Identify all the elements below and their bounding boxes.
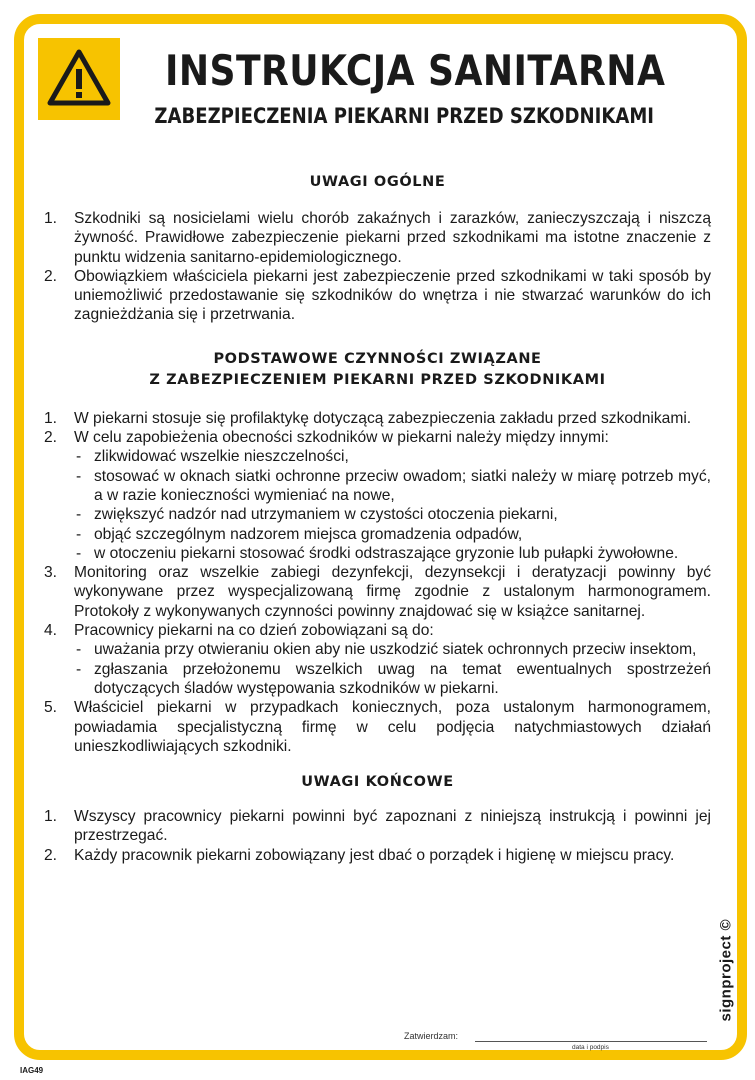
list-item: 3. Monitoring oraz wszelkie zabiegi dezynfekcji, dezynsekcji i deratyzacji powinny być wykonywane przez wyspecjalizowaną firmę zgodnie z ustalonym harmonogramem. Protokoły z wykonywanych czynności powinny znajdować się w książce sanitarnej. <box>44 564 711 620</box>
list-item: 2. Każdy pracownik piekarni zobowiązany jest dbać o porządek i higienę w miejscu pracy. <box>44 846 675 864</box>
dash-item: - stosować w oknach siatki ochronne przeciw owadom; siatki należy w miarę potrzeb myć, a w razie konieczności wymieniać na nowe, <box>76 467 711 504</box>
list-item: 1. W piekarni stosuje się profilaktykę dotyczącą zabezpieczenia zakładu przed szkodnikami. <box>44 409 692 427</box>
list-item: 1. Szkodniki są nosicielami wielu chorób zakaźnych i zarazków, zanieczyszczają i niszczą żywność. Prawidłowe zabezpieczenie piekarni przed szkodnikami ma istotne znaczenie z punktu widzenia sanitarno-epidemiologicznego. <box>44 210 711 266</box>
section-heading-general: UWAGI OGÓLNE <box>309 174 446 190</box>
page-subtitle: ZABEZPIECZENIA PIEKARNI PRZED SZKODNIKAMI <box>154 104 655 128</box>
approve-sublabel: data i podpis <box>572 1044 609 1051</box>
item-text: Monitoring oraz wszelkie zabiegi dezynfekcji, dezynsekcji i deratyzacji powinny być wykonywane przez wyspecjalizowaną firmę zgodnie z ustalonym harmonogramem. Protokoły z wykonywanych czynności powinny znajdować się w książce sanitarnej. <box>74 564 711 620</box>
brand-logo: signproject © <box>717 918 735 1022</box>
signature-line <box>475 1041 707 1042</box>
item-text: Każdy pracownik piekarni zobowiązany jest dbać o porządek i higienę w miejscu pracy. <box>74 846 675 864</box>
section-heading-final: UWAGI KOŃCOWE <box>301 774 454 791</box>
approve-label: Zatwierdzam: <box>404 1031 459 1041</box>
list-item: 2. W celu zapobieżenia obecności szkodników w piekarni należy między innymi: - zlikwidować wszelkie nieszczelności, - stosować w oknach siatki ochronne przeciw owadom; siatki należy w miarę potrzeb myć, a w razie konieczności wymieniać na nowe, - zwiększyć nadzór nad utrzymaniem w czystości otoczenia piekarni, - objąć szczególnym nadzorem miejsca gromadzenia odpadów, - w otoczeniu piekarni stosować środki odstraszające gryzonie lub pułapki żywołowne. <box>44 429 711 562</box>
item-text: Właściciel piekarni w przypadkach koniecznych, poza ustalonym harmonogramem, powiadamia specjalistyczną firmę w celu podjęcia natychmiastowych działań unieszkodliwiających szkodniki. <box>74 699 711 755</box>
list-item: 4. Pracownicy piekarni na co dzień zobowiązani są do: - uważania przy otwieraniu okien aby nie uszkodzić siatek ochronnych przeciw insektom, - zgłaszania przełożonemu wszelkich uwag na temat ewentualnych spostrzeżeń dotyczących śladów występowania szkodników w piekarni. <box>44 622 711 697</box>
item-text: W celu zapobieżenia obecności szkodników w piekarni należy między innymi: <box>74 429 609 447</box>
dash-item: - w otoczeniu piekarni stosować środki odstraszające gryzonie lub pułapki żywołowne. <box>76 544 679 562</box>
item-text: Pracownicy piekarni na co dzień zobowiązani są do: <box>74 622 434 640</box>
product-code: IAG49 <box>20 1066 44 1075</box>
item-text: Szkodniki są nosicielami wielu chorób zakaźnych i zarazków, zanieczyszczają i niszczą żywność. Prawidłowe zabezpieczenie piekarni przed szkodnikami ma istotne znaczenie z punktu widzenia sanitarno-epidemiologicznego. <box>74 210 711 266</box>
general-list <box>44 209 711 325</box>
instruction-content <box>44 172 711 865</box>
dash-list <box>74 447 711 563</box>
item-text: W piekarni stosuje się profilaktykę dotyczącą zabezpieczenia zakładu przed szkodnikami. <box>74 409 692 427</box>
dash-item: - zgłaszania przełożonemu wszelkich uwag na temat ewentualnych spostrzeżeń dotyczących śladów występowania szkodników w piekarni. <box>76 660 711 697</box>
final-list <box>44 807 711 865</box>
list-item: 1. Wszyscy pracownicy piekarni powinni być zapoznani z niniejszą instrukcją i powinni jej przestrzegać. <box>44 808 711 845</box>
basic-list <box>44 409 711 756</box>
page-title: INSTRUKCJA SANITARNA <box>165 46 666 95</box>
warning-sign <box>38 38 120 120</box>
dash-item: - zwiększyć nadzór nad utrzymaniem w czystości otoczenia piekarni, <box>76 506 558 524</box>
warning-triangle-icon <box>46 47 112 109</box>
dash-item: - zlikwidować wszelkie nieszczelności, <box>76 448 349 466</box>
item-text: Wszyscy pracownicy piekarni powinni być zapoznani z niniejszą instrukcją i powinni jej przestrzegać. <box>74 808 711 845</box>
section-heading-basic: PODSTAWOWE CZYNNOŚCI ZWIĄZANE Z ZABEZPIECZENIEM PIEKARNI PRZED SZKODNIKAMI <box>149 350 606 388</box>
dash-list <box>74 640 711 698</box>
item-text: Obowiązkiem właściciela piekarni jest zabezpieczenie przed szkodnikami w taki sposób by uniemożliwić przedostawanie się szkodników do wnętrza i nie stwarzać warunków do ich zagnieżdżania się i przetrwania. <box>74 267 711 324</box>
dash-item: - uważania przy otwieraniu okien aby nie uszkodzić siatek ochronnych przeciw insektom, <box>76 641 697 659</box>
dash-item: - objąć szczególnym nadzorem miejsca gromadzenia odpadów, <box>76 525 523 543</box>
list-item: 5. Właściciel piekarni w przypadkach koniecznych, poza ustalonym harmonogramem, powiadamia specjalistyczną firmę w celu podjęcia natychmiastowych działań unieszkodliwiających szkodniki. <box>44 699 711 755</box>
list-item: 2. Obowiązkiem właściciela piekarni jest zabezpieczenie przed szkodnikami w taki sposób by uniemożliwić przedostawanie się szkodników do wnętrza i nie stwarzać warunków do ich zagnieżdżania się i przetrwania. <box>44 267 711 324</box>
